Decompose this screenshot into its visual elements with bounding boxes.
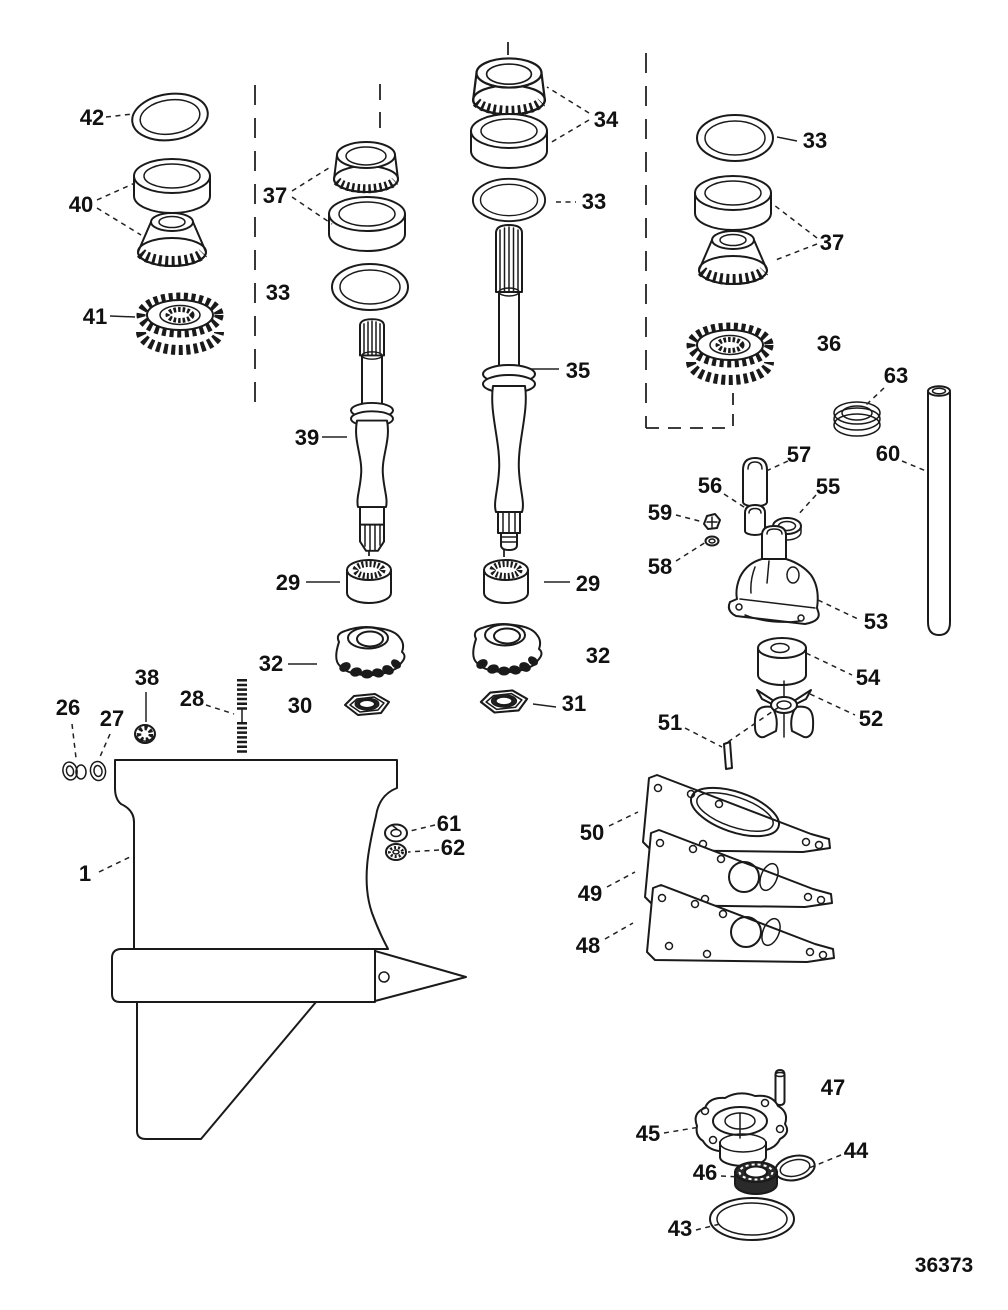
- part-63-coiled-seal: [834, 402, 880, 436]
- part-60-shift-shaft-tube: [928, 386, 950, 635]
- callout-28: 28: [179, 686, 205, 711]
- callout-1: 1: [78, 861, 92, 886]
- part-61-washer: [385, 825, 407, 842]
- leader-61: [410, 825, 435, 831]
- leader-63: [866, 388, 884, 405]
- callout-50: 50: [579, 820, 605, 845]
- leader-45: [664, 1127, 700, 1133]
- part-37-tapered-bearing-left: [334, 142, 398, 192]
- part-58-washer: [706, 537, 719, 546]
- part-41-gear: [141, 297, 219, 350]
- leader-50: [609, 812, 638, 826]
- callout-46: 46: [692, 1160, 718, 1185]
- callout-53: 53: [863, 609, 889, 634]
- part-47-dowel-pin: [776, 1070, 785, 1105]
- part-27-retainer-ring: [89, 760, 107, 781]
- part-32-bevel-gear-left: [336, 627, 404, 678]
- part-39-drive-shaft: [351, 319, 393, 551]
- leader-37-left: [292, 166, 332, 224]
- part-1-gearcase-housing: [112, 760, 466, 1139]
- callout-35: 35: [565, 358, 591, 383]
- callout-26: 26: [55, 695, 81, 720]
- leader-34: [547, 87, 589, 143]
- leader-37-right: [773, 205, 817, 261]
- callout-52: 52: [858, 706, 884, 731]
- callout-32-left: 32: [258, 651, 284, 676]
- part-35-drive-shaft-long: [483, 225, 535, 550]
- callout-38: 38: [134, 665, 160, 690]
- callout-37-right: 37: [819, 230, 845, 255]
- leader-28: [206, 705, 234, 714]
- leader-26: [72, 724, 76, 758]
- part-43-large-o-ring: [710, 1198, 794, 1240]
- leader-49: [607, 872, 635, 887]
- leader-58: [676, 542, 706, 561]
- leader-60: [902, 461, 926, 471]
- callout-58: 58: [647, 554, 673, 579]
- callout-33-right: 33: [802, 128, 828, 153]
- callout-29-left: 29: [275, 570, 301, 595]
- part-52-impeller: [755, 681, 813, 737]
- part-26-retainer-rings: [61, 761, 86, 782]
- callout-31: 31: [561, 691, 587, 716]
- part-33-seal-ring-right: [697, 115, 773, 161]
- part-59-nut: [704, 514, 720, 529]
- callout-42: 42: [79, 105, 105, 130]
- parts-layer: [61, 58, 950, 1240]
- callout-59: 59: [647, 500, 673, 525]
- callout-47: 47: [820, 1075, 846, 1100]
- leader-27: [99, 734, 110, 759]
- part-62-washer: [386, 844, 406, 860]
- callout-51: 51: [657, 710, 683, 735]
- part-40-bearing-race: [134, 159, 210, 213]
- part-54-impeller-cup: [758, 638, 806, 685]
- callout-56: 56: [697, 473, 723, 498]
- part-33-seal-ring-left: [332, 264, 408, 310]
- part-33-seal-ring-middle: [473, 179, 545, 221]
- leader-33-right: [777, 137, 797, 141]
- leader-41: [110, 316, 135, 317]
- part-29-needle-bearing-left: [347, 560, 391, 603]
- callout-57: 57: [786, 442, 812, 467]
- callout-45: 45: [635, 1121, 661, 1146]
- callout-43: 43: [667, 1216, 693, 1241]
- callout-41: 41: [82, 304, 108, 329]
- callout-48: 48: [575, 933, 601, 958]
- leader-42: [106, 114, 133, 117]
- drawing-number: 36373: [914, 1254, 974, 1277]
- leader-1: [99, 857, 130, 872]
- callout-36: 36: [816, 331, 842, 356]
- part-46-oil-seal: [735, 1162, 777, 1194]
- callout-49: 49: [577, 881, 603, 906]
- callout-44: 44: [843, 1138, 869, 1163]
- leader-48: [605, 923, 633, 939]
- part-40-tapered-bearing: [138, 213, 206, 266]
- callout-62: 62: [440, 835, 466, 860]
- callout-27: 27: [99, 706, 125, 731]
- callout-32-right: 32: [585, 643, 611, 668]
- part-51-impeller-key: [724, 742, 732, 769]
- callout-37-left: 37: [262, 183, 288, 208]
- callout-30: 30: [287, 693, 313, 718]
- leader-54: [806, 653, 852, 675]
- part-34-tapered-bearing: [473, 58, 545, 114]
- part-37-bearing-race-left: [329, 197, 405, 251]
- part-37-bearing-race-right: [695, 176, 771, 230]
- callout-33-middle: 33: [581, 189, 607, 214]
- part-42-oil-seal-ring: [129, 89, 211, 145]
- callout-34: 34: [593, 107, 619, 132]
- leader-31: [533, 704, 556, 707]
- part-53-water-pump-housing: [729, 526, 819, 624]
- callout-60: 60: [875, 441, 901, 466]
- callout-54: 54: [855, 665, 881, 690]
- callout-61: 61: [436, 811, 462, 836]
- part-38-knurled-nut: [135, 725, 155, 743]
- leader-55: [797, 495, 816, 516]
- part-30-nut: [345, 694, 389, 715]
- part-32-bevel-gear-right: [473, 624, 541, 675]
- callout-29-right: 29: [575, 571, 601, 596]
- callout-40: 40: [68, 192, 94, 217]
- part-45-bearing-carrier: [696, 1093, 788, 1166]
- part-34-bearing-race: [471, 114, 547, 168]
- part-29-needle-bearing-right: [484, 560, 528, 603]
- callout-55: 55: [815, 474, 841, 499]
- leader-52: [810, 694, 855, 715]
- callout-63: 63: [883, 363, 909, 388]
- callout-33-left: 33: [265, 280, 291, 305]
- part-37-tapered-bearing-right: [699, 231, 767, 284]
- leader-62: [408, 850, 439, 852]
- part-57-water-tube: [743, 458, 767, 507]
- callout-39: 39: [294, 425, 320, 450]
- part-36-gear: [691, 327, 769, 380]
- part-31-nut: [481, 690, 527, 712]
- leader-59: [676, 515, 703, 522]
- leader-53: [818, 600, 860, 620]
